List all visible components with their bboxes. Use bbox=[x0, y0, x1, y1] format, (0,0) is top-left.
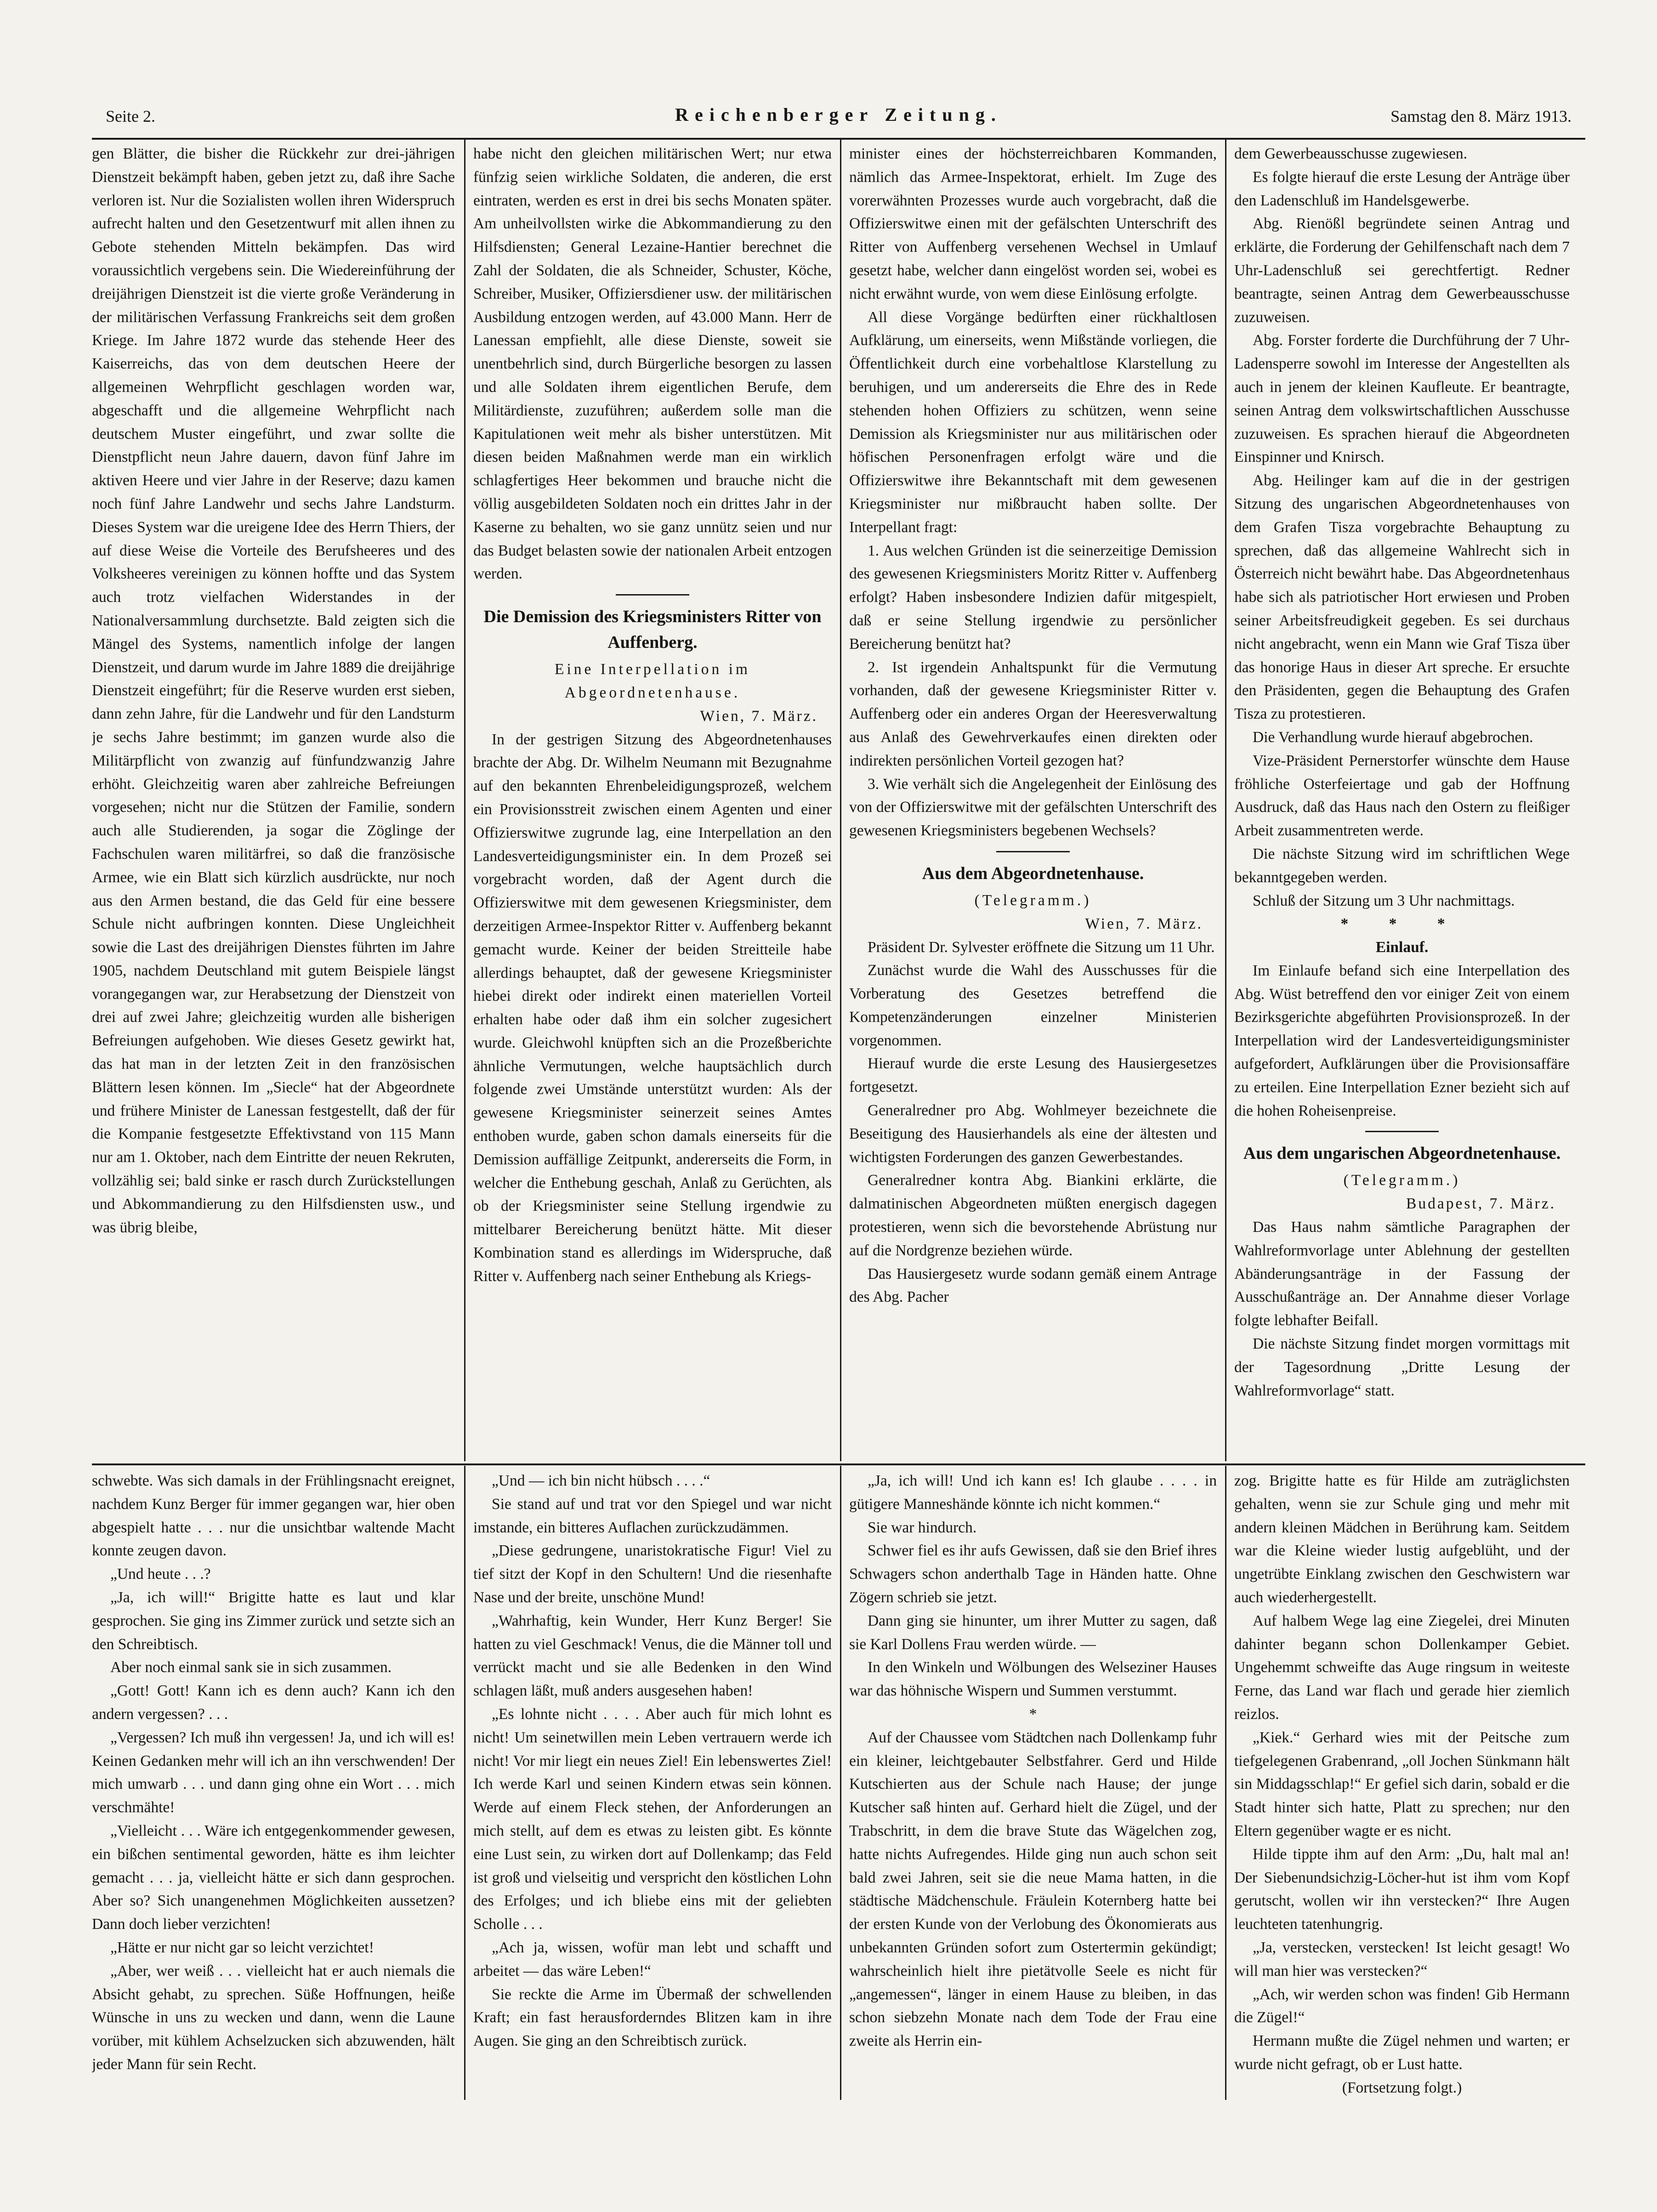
feuilleton-column-2 bbox=[473, 1469, 832, 2104]
column-divider bbox=[840, 1466, 841, 2100]
article-paragraph: Hierauf wurde die erste Lesung des Hausiergesetzes fortgesetzt. bbox=[849, 1055, 1217, 1096]
feuilleton-rule bbox=[92, 1463, 1585, 1465]
article-paragraph: habe nicht den gleichen militärischen Wert; nur etwa fünfzig seien wirkliche Soldaten, die anderen, die erst eintraten, werden es erst in drei bis sechs Monaten später. Am unheilvollsten wirke die Abkommandierung zu den Hilfsdiensten; General Lezaine-Hantier berechnet die Zahl der Soldaten, die als Schneider, Schuster, Köche, Schreiber, Musiker, Offiziersdiener usw. der militärischen Ausbildung entzogen werden, auf 43.000 Mann. Herr de Lanessan empfiehlt, alle diese Dienste, soweit sie unentbehrlich sind, durch Bürgerliche besorgen zu lassen und alle Soldaten ihrem eigentlichen Berufe, dem Militärdienste, zuzuführen; außerdem solle man die Kapitulationen weit mehr als bisher unterstützen. Mit diesen beiden Maßnahmen werde man ein wirklich schlagfertiges Heer bekommen und brauche nicht die völlig ausgebildeten Soldaten noch ein drittes Jahr in der Kaserne zu behalten, wo sie ganz unnütz seien und nur das Budget belasten sowie der nationalen Arbeit entzogen werden. bbox=[473, 145, 832, 583]
article-dateline: Wien, 7. März. bbox=[700, 707, 818, 725]
article-column-2 bbox=[473, 142, 832, 1457]
article-subheadline: (Telegramm.) bbox=[974, 891, 1092, 909]
article-paragraph: gen Blätter, die bisher die Rückkehr zur drei-jährigen Dienstzeit bekämpft haben, geben jetzt zu, daß ihre Sache verloren ist. Nur die Sozialisten wollen ihren Widerspruch aufrecht halten und den Gesetzentwurf mit allen ihnen zu Gebote stehenden Mitteln bekämpfen. Das wird voraussichtlich vergebens sein. Die Wiedereinführung der dreijährigen Dienstzeit ist die vierte große Veränderung in der militärischen Verfassung Frankreichs seit dem großen Kriege. Im Jahre 1872 wurde das stehende Heer des Kaiserreichs, das von dem deutschen Heere der allgemeinen Wehrpflicht geschlagen worden war, abgeschafft und die allgemeine Wehrpflicht nach deutschem Muster eingeführt, und zwar sollte die Dienstpflicht neun Jahre dauern, davon fünf Jahre im aktiven Heere und vier Jahre in der Reserve; dazu kamen noch fünf Jahre Landwehr und sechs Jahre Landsturm. Dieses System war die ureigene Idee des Herrn Thiers, der auf diese Weise die Vorteile des Berufsheeres und des Volksheeres vereinigen zu können hoffte und das System auch trotz vielfachen Widerstandes in der Nationalversammlung durchsetzte. Bald zeigten sich die Mängel des Systems, namentlich infolge der langen Dienstzeit, und darum wurde im Jahre 1889 die dreijährige Dienstzeit eingeführt; für die Reserve wurden erst sieben, dann zehn Jahre, für die Landwehr und für den Landsturm je sechs Jahre bestimmt; im ganzen wurde also die Militärpflicht von zwanzig auf fünfundzwanzig Jahre erhöht. Gleichzeitig waren aber zahlreiche Befreiungen vorgesehen; nicht nur die Stützen der Familie, sondern auch alle Studierenden, ja sogar die Zöglinge der Fachschulen waren militärfrei, so daß die französische Armee, wie ein Blatt sich kürzlich ausdrückte, nur noch aus den Armen bestand, die das Geld für eine bessere Schule nicht aufbringen konnten. Diese Ungleichheit sowie die Last des dreijährigen Dienstes führten im Jahre 1905, nachdem Deutschland mit gutem Beispiele längst vorangegangen war, zur Herabsetzung der Dienstzeit von drei auf zwei Jahre; gleichzeitig wurden alle bisherigen Befreiungen aufgehoben. Wie dieses Gesetz gewirkt hat, das hat man in der letzten Zeit in den französischen Blättern lesen können. Im „Siecle“ hat der Abgeordnete und frühere Minister de Lanessan festgestellt, daß der für die Kompanie festgesetzte Effektivstand von 115 Mann nur am 1. Oktober, nach dem Eintritte der neuen Rekruten, vollzählig sei; bald sinke er rasch durch Zurückstellungen und Abkommandierung zu den Hilfsdiensten usw., und was übrig bleibe, bbox=[92, 145, 455, 1236]
article-paragraph: Schluß der Sitzung um 3 Uhr nachmittags. bbox=[1253, 892, 1515, 909]
story-paragraph: „Gott! Gott! Kann ich es denn auch? Kann ich den andern vergessen? . . . bbox=[92, 1682, 455, 1723]
article-paragraph: Abg. Rienößl begründete seinen Antrag und erklärte, die Forderung der Gehilfenschaft nach dem 7 Uhr-Ladenschluß sei gerechtfertigt. Redner beantragte, seinen Antrag dem Gewerbeausschusse zuzuweisen. bbox=[1234, 215, 1570, 326]
article-paragraph: Im Einlaufe befand sich eine Interpellation des Abg. Wüst betreffend den vor einiger Zeit von einem Bezirksgerichte abgeführten Provisionsprozeß. In der Interpellation wird der Landesverteidigungsminister aufgefordert, Aufklärungen über die Provisionsaffäre zu erteilen. Eine Interpellation Ezner bezieht sich auf die hohen Roheisenpreise. bbox=[1234, 962, 1570, 1119]
story-paragraph: „Und — ich bin nicht hübsch . . . .“ bbox=[492, 1472, 710, 1489]
column-divider bbox=[840, 138, 841, 1461]
article-column-4 bbox=[1234, 142, 1570, 1457]
story-paragraph: „Vielleicht . . . Wäre ich entgegenkommender gewesen, ein bißchen sentimental geworden, hätte es ihm leichter gemacht . . . ja, vielleicht hätte er sich dann gesprochen. Aber so? Sich unangenehmen Möglichkeiten aussetzen? Dann doch lieber verzichten! bbox=[92, 1822, 455, 1933]
article-paragraph: Abg. Heilinger kam auf die in der gestrigen Sitzung des ungarischen Abgeordnetenhauses von dem Grafen Tisza vorgebrachte Behauptung zu sprechen, daß das allgemeine Wahlrecht sich in Österreich nicht bewährt habe. Das Abgeordnetenhaus habe sich als patriotischer Hort erwiesen und Proben seiner Arbeitsfreudigkeit gegeben. Es sei durchaus nicht angebracht, wenn ein Mann wie Graf Tisza über das honorige Haus in dieser Art spreche. Er ersuchte den Präsidenten, gegen die Behauptung des Grafen Tisza zu protestieren. bbox=[1234, 472, 1570, 723]
feuilleton-column-3 bbox=[849, 1469, 1217, 2104]
story-paragraph: Auf der Chaussee vom Städtchen nach Dollenkamp fuhr ein kleiner, leichtgebauter Selbstfahrer. Gerd und Hilde Kutschierten aus der Schule nach Hause; der junge Kutscher saß hinten auf. Gerhard hielt die Zügel, und der Trabschritt, in dem die brave Stute das Wägelchen zog, hatte nichts Aufregendes. Hilde ging nun auch schon seit bald zwei Jahren, seit sie die neue Mama hatten, in die städtische Mädchenschule. Fräulein Koternberg hatte bei der ersten Kunde von der Verlobung des Ökonomierats aus unbekannten Gründen sofort zum Ostertermin gekündigt; wahrscheinlich hielt ihre pietätvolle Seele es nicht für „angemessen“, länger in einem Hause zu bleiben, in das schon siebzehn Monate nach dem Tode der Frau eine zweite als Herrin ein- bbox=[849, 1729, 1217, 2050]
story-paragraph: „Wahrhaftig, kein Wunder, Herr Kunz Berger! Sie hatten zu viel Geschmack! Venus, die die Männer toll und verrückt macht und sie alle Bedenken in den Wind schlagen läßt, muß anders ausgesehen haben! bbox=[473, 1612, 832, 1700]
story-paragraph: Dann ging sie hinunter, um ihrer Mutter zu sagen, daß sie Karl Dollens Frau werden würde. — bbox=[849, 1612, 1217, 1653]
article-paragraph: Zunächst wurde die Wahl des Ausschusses für die Vorberatung des Gesetzes betreffend die Kompetenzänderungen einzelner Ministerien vorgenommen. bbox=[849, 962, 1217, 1049]
article-dateline: Wien, 7. März. bbox=[1085, 915, 1203, 932]
column-divider bbox=[464, 138, 465, 1461]
story-paragraph: zog. Brigitte hatte es für Hilde am zuträglichsten gehalten, wenn sie zur Schule ging und mehr mit andern kleinen Mädchen in Berührung kam. Seitdem war die Kleine wieder lustig aufgeblüht, und der ungetrübte Einklang zwischen den Geschwistern war auch wiederhergestellt. bbox=[1234, 1472, 1570, 1606]
story-paragraph: „Aber, wer weiß . . . vielleicht hat er auch niemals die Absicht gehabt, zu sprechen. Süße Hoffnungen, heiße Wünsche in uns zu wecken und dann, wenn die Laune vorüber, mit kühlem Achselzucken sich abzuwenden, hält jeder Mann für sein Recht. bbox=[92, 1962, 455, 2073]
article-column-1 bbox=[92, 142, 455, 1457]
story-paragraph: „Und heute . . .? bbox=[110, 1565, 211, 1583]
story-paragraph: Sie reckte die Arme im Übermaß der schwellenden Kraft; ein fast herausforderndes Blitzen kam in ihre Augen. Sie ging an den Schreibtisch zurück. bbox=[473, 1985, 832, 2050]
story-paragraph: Sie stand auf und trat vor den Spiegel und war nicht imstande, ein bitteres Auflachen zurückzudämmen. bbox=[473, 1495, 832, 1536]
story-paragraph: „Ach ja, wissen, wofür man lebt und schafft und arbeitet — das wäre Leben!“ bbox=[473, 1939, 832, 1979]
section-stars: * * * bbox=[1340, 915, 1464, 933]
column-divider bbox=[1225, 138, 1226, 1461]
story-paragraph: Sie war hindurch. bbox=[868, 1519, 977, 1536]
article-paragraph: Die nächste Sitzung findet morgen vormittags mit der Tagesordnung „Dritte Lesung der Wahlreformvorlage“ statt. bbox=[1234, 1335, 1570, 1399]
story-paragraph: Hermann mußte die Zügel nehmen und warten; er wurde nicht gefragt, ob er Lust hatte. bbox=[1234, 2032, 1570, 2073]
interpellation-question: 3. Wie verhält sich die Angelegenheit der Einlösung des von der Offizierswitwe mit der gefälschten Unterschrift des gewesenen Kriegsministers begebenen Wechsels? bbox=[849, 775, 1217, 839]
section-label: Einlauf. bbox=[1375, 939, 1429, 956]
article-paragraph: minister eines der höchsterreichbaren Kommanden, nämlich das Armee-Inspektorat, erhielt. Im Zuge des vorerwähnten Prozesses wurde auch vorgebracht, daß die Offizierswitwe einen mit der gefälschten Unterschrift des Ritter von Auffenberg versehenen Wechsel in Umlauf gesetzt habe, welcher dann eingelöst worden sei, wobei es nicht erwähnt wurde, von wem diese Einlösung erfolgte. bbox=[849, 145, 1217, 302]
page-header bbox=[106, 102, 1572, 134]
story-paragraph: Schwer fiel es ihr aufs Gewissen, daß sie den Brief ihres Schwagers schon anderthalb Tage in Händen hatte. Ohne Zögern schrieb sie jetzt. bbox=[849, 1542, 1217, 1606]
article-paragraph: Die nächste Sitzung wird im schriftlichen Wege bekanntgegeben werden. bbox=[1234, 845, 1570, 886]
article-paragraph: Die Verhandlung wurde hierauf abgebrochen. bbox=[1253, 728, 1533, 746]
section-star: * bbox=[1029, 1705, 1037, 1723]
interpellation-question: 2. Ist irgendein Anhaltspunkt für die Vermutung vorhanden, daß der gewesene Kriegsminister Ritter v. Auffenberg oder ein anderes Organ der Heeresverwaltung aus Anlaß des Gewehrverkaufes einen direkten oder indirekten persönlichen Vorteil gezogen hat? bbox=[849, 658, 1217, 769]
newspaper-title: Reichenberger Zeitung. bbox=[675, 104, 1002, 125]
article-headline: Die Demission des Kriegsministers Ritter von Auffenberg. bbox=[483, 607, 822, 652]
article-subheadline: Eine Interpellation im Abgeordnetenhause. bbox=[555, 661, 750, 701]
page-number: Seite 2. bbox=[106, 107, 155, 125]
column-divider bbox=[464, 1466, 465, 2100]
article-subheadline: (Telegramm.) bbox=[1343, 1172, 1461, 1189]
article-column-3 bbox=[849, 142, 1217, 1457]
article-paragraph: Generalredner kontra Abg. Biankini erklärte, die dalmatinischen Abgeordneten müßten energisch dagegen protestieren, wenn sich die bevorstehende Abrüstung nur auf die Nordgrenze beziehen würde. bbox=[849, 1172, 1217, 1259]
article-paragraph: dem Gewerbeausschusse zugewiesen. bbox=[1234, 145, 1467, 162]
section-divider bbox=[996, 851, 1070, 852]
story-paragraph: „Kiek.“ Gerhard wies mit der Peitsche zum tiefgelegenen Grabenrand, „oll Jochen Sünkmann hält sin Middagsschlap!“ Er gefiel sich darin, sobald er die Stadt hinter sich hatte, Platt zu sprechen; nur den Eltern gegenüber wagte er es nicht. bbox=[1234, 1729, 1570, 1839]
article-paragraph: Es folgte hierauf die erste Lesung der Anträge über den Ladenschluß im Handelsgewerbe. bbox=[1234, 168, 1570, 209]
story-paragraph: „Hätte er nur nicht gar so leicht verzichtet! bbox=[110, 1939, 374, 1956]
article-paragraph: Präsident Dr. Sylvester eröffnete die Sitzung um 11 Uhr. bbox=[868, 938, 1215, 956]
header-rule bbox=[92, 138, 1585, 140]
story-paragraph: Hilde tippte ihm auf den Arm: „Du, halt mal an! Der Siebenundsichzig-Löcher-hut ist ihm vom Kopf gerutscht, wollen wir ihn verstecken?“ Ihre Augen leuchteten tatenhungrig. bbox=[1234, 1845, 1570, 1933]
article-paragraph: Vize-Präsident Pernerstorfer wünschte dem Hause fröhliche Osterfeiertage und gab der Hoffnung Ausdruck, daß das Haus nach den Ostern zu fleißiger Arbeit zusammentreten werde. bbox=[1234, 752, 1570, 839]
to-be-continued: (Fortsetzung folgt.) bbox=[1342, 2079, 1462, 2096]
story-paragraph: Aber noch einmal sank sie in sich zusammen. bbox=[110, 1659, 392, 1676]
story-paragraph: schwebte. Was sich damals in der Frühlingsnacht ereignet, nachdem Kunz Berger für immer gegangen war, hier oben abgespielt hatte . . . nur die unsichtbar waltende Macht konnte zeugen davon. bbox=[92, 1472, 455, 1560]
story-paragraph: „Es lohnte nicht . . . . Aber auch für mich lohnt es nicht! Um seinetwillen mein Leben vertrauern werde ich nicht! Vor mir liegt ein neues Ziel! Ein lebenswertes Ziel! Ich werde Karl und seinen Kindern etwas sein können. Werde auf einem Fleck stehen, der Anforderungen an mich stellt, auf dem es etwas zu leisten gibt. Es könnte eine Lust sein, zu wirken dort auf Dollenkamp; das Feld ist groß und vielseitig und verspricht den köstlichen Lohn des Erfolges; und ich bliebe eins mit der geliebten Scholle . . . bbox=[473, 1705, 832, 1933]
section-divider bbox=[616, 594, 689, 596]
section-divider bbox=[1365, 1131, 1439, 1132]
article-paragraph: All diese Vorgänge bedürften einer rückhaltlosen Aufklärung, um einerseits, wenn Mißstände vorliegen, die Öffentlichkeit durch eine vorbehaltlose Klarstellung zu beruhigen, und um andererseits die Ehre des in Rede stehenden hohen Offiziers zu schützen, wenn seine Demission als Kriegsminister nur aus militärischen oder höfischen Personenfragen erfolgt wäre und die Offizierswitwe ihre Bekanntschaft mit dem gewesenen Kriegsminister nur mißbraucht haben sollte. Der Interpellant fragt: bbox=[849, 308, 1217, 536]
article-paragraph: Das Haus nahm sämtliche Paragraphen der Wahlreformvorlage unter Ablehnung der gestellten Abänderungsanträge in der Fassung der Ausschußanträge an. Der Annahme dieser Vorlage folgte lebhafter Beifall. bbox=[1234, 1219, 1570, 1329]
story-paragraph: „Diese gedrungene, unaristokratische Figur! Viel zu tief sitzt der Kopf in den Schultern! Und die riesenhafte Nase und der breite, unschöne Mund! bbox=[473, 1542, 832, 1606]
story-paragraph: „Ach, wir werden schon was finden! Gib Hermann die Zügel!“ bbox=[1234, 1985, 1570, 2026]
story-paragraph: „Vergessen? Ich muß ihn vergessen! Ja, und ich will es! Keinen Gedanken mehr will ich an ihn verschwenden! Der mich umwarb . . . und dann ging ohne ein Wort . . . mich verschmähte! bbox=[92, 1729, 455, 1816]
article-paragraph: Das Hausiergesetz wurde sodann gemäß einem Antrage des Abg. Pacher bbox=[849, 1265, 1217, 1306]
article-headline: Aus dem ungarischen Abgeordnetenhause. bbox=[1243, 1144, 1561, 1163]
interpellation-question: 1. Aus welchen Gründen ist die seinerzeitige Demission des gewesenen Kriegsministers Moritz Ritter v. Auffenberg erfolgt? Haben insbesondere Indizien dafür mitgespielt, daß er seine Stellung irgendwie zu persönlicher Bereicherung benützt hat? bbox=[849, 542, 1217, 652]
issue-date: Samstag den 8. März 1913. bbox=[1390, 107, 1572, 125]
article-headline: Aus dem Abgeordnetenhause. bbox=[922, 863, 1144, 883]
column-divider bbox=[1225, 1466, 1226, 2100]
story-paragraph: Auf halbem Wege lag eine Ziegelei, drei Minuten dahinter begann schon Dollenkamper Gebiet. Ungehemmt schweifte das Auge ringsum in weiteste Ferne, das Land war flach und gerade hier ziemlich reizlos. bbox=[1234, 1612, 1570, 1723]
story-paragraph: „Ja, ich will! Und ich kann es! Ich glaube . . . . in gütigere Manneshände könnte ich nicht kommen.“ bbox=[849, 1472, 1217, 1513]
story-paragraph: In den Winkeln und Wölbungen des Welseziner Hauses war das höhnische Wispern und Summen verstummt. bbox=[849, 1659, 1217, 1700]
article-dateline: Budapest, 7. März. bbox=[1406, 1195, 1556, 1213]
article-paragraph: Abg. Forster forderte die Durchführung der 7 Uhr-Ladensperre sowohl im Interesse der Angestellten als auch in jenem der kleinen Kaufleute. Er beantragte, seinen Antrag dem volkswirtschaftlichen Ausschusse zuzuweisen. Es sprachen hierauf die Abgeordneten Einspinner und Knirsch. bbox=[1234, 332, 1570, 466]
feuilleton-column-4 bbox=[1234, 1469, 1570, 2104]
article-paragraph: Generalredner pro Abg. Wohlmeyer bezeichnete die Beseitigung des Hausierhandels als eine der ältesten und wichtigsten Forderungen des ganzen Gewerbestandes. bbox=[849, 1102, 1217, 1166]
article-paragraph: In der gestrigen Sitzung des Abgeordnetenhauses brachte der Abg. Dr. Wilhelm Neumann mit Bezugnahme auf den bekannten Ehrenbeleidigungsprozeß, welchem ein Provisionsstreit zwischen einem Agenten und einer Offizierswitwe zugrunde lag, eine Interpellation an den Landesverteidigungsminister ein. In dem Prozeß sei vorgebracht worden, daß der Agent durch die Offizierswitwe mit dem gewesenen Kriegsminister, dem derzeitigen Armee-Inspektor Ritter v. Auffenberg bekannt gemacht wurde. Keiner der beiden Streitteile habe allerdings behauptet, daß der gewesene Kriegsminister hiebei direkt oder indirekt einen materiellen Vorteil erhalten habe oder daß ihm ein solcher zugesichert wurde. Gleichwohl knüpften sich an die Prozeßberichte ähnliche Vermutungen, welche hauptsächlich durch folgende zwei Umstände unterstützt wurden: Als der gewesene Kriegsminister seinerzeit seines Amtes enthoben wurde, gaben schon damals einerseits für die Demission auffällige Zeitpunkt, andererseits die Form, in welcher die Enthebung geschah, Anlaß zu Gerüchten, als ob der Kriegsminister seine Stellung irgendwie zu mittelbarer Bereicherung benützt hätte. Mit dieser Kombination stand es allerdings im Widerspruche, daß Ritter v. Auffenberg nach seiner Enthebung als Kriegs- bbox=[473, 731, 832, 1285]
story-paragraph: „Ja, verstecken, verstecken! Ist leicht gesagt! Wo will man hier was verstecken?“ bbox=[1234, 1939, 1570, 1979]
story-paragraph: „Ja, ich will!“ Brigitte hatte es laut und klar gesprochen. Sie ging ins Zimmer zurück und setzte sich an den Schreibtisch. bbox=[92, 1588, 455, 1653]
feuilleton-column-1 bbox=[92, 1469, 455, 2104]
